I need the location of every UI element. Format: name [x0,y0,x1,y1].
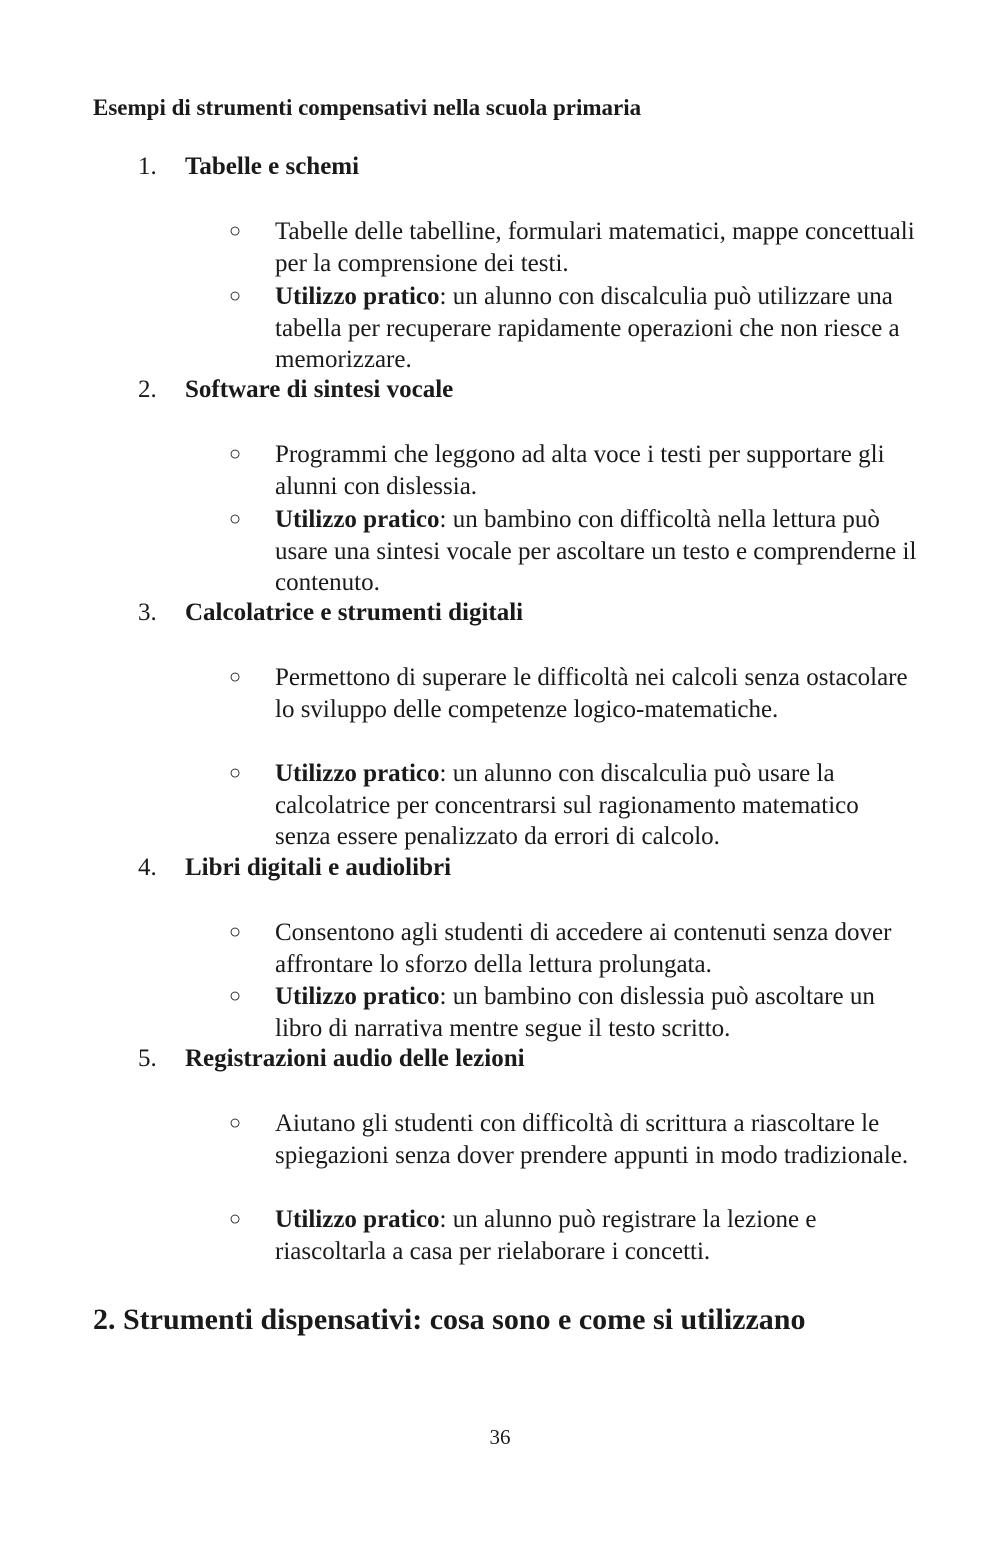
list-item-number: 5. [138,1045,157,1072]
bullet-text: : un alunno con discalculia può utilizzare una tabella per recuperare rapidamente operazioni che non riesce a memorizzare. [275,283,900,374]
list-item-heading [138,853,451,883]
list-item-number: 3. [138,599,157,626]
list-item-number: 4. [138,854,157,881]
list-item-number: 1. [138,153,157,180]
circle-bullet-icon: ○ [229,443,242,465]
list-item-title: Calcolatrice e strumenti digitali [185,599,524,626]
list-item-heading [138,152,359,182]
list-item [229,981,919,1044]
bullet-text: : un alunno può registrare la lezione e riascoltarla a casa per rielaborare i concetti. [275,1206,817,1265]
circle-bullet-icon: ○ [229,666,242,688]
list-item [229,216,919,279]
list-item [229,439,919,502]
bullet-text: Aiutano gli studenti con difficoltà di scrittura a riascoltare le spiegazioni senza dover prendere appunti in modo tradizionale. [275,1110,909,1169]
list-item-number: 2. [138,376,157,403]
bullet-lead: Utilizzo pratico [275,283,440,310]
section-heading: 2. Strumenti dispensativi: cosa sono e come si utilizzano [93,1303,806,1336]
circle-bullet-icon: ○ [229,1112,242,1134]
list-item [229,504,919,599]
list-item-title: Tabelle e schemi [185,153,360,180]
bullet-lead: Utilizzo pratico [275,760,440,787]
circle-bullet-icon: ○ [229,285,242,307]
list-item [229,1108,919,1171]
bullet-text: Permettono di superare le difficoltà nei calcoli senza ostacolare lo sviluppo delle competenze logico-matematiche. [275,664,908,723]
circle-bullet-icon: ○ [229,762,242,784]
page-number: 36 [489,1425,511,1449]
list-item [229,1204,919,1267]
circle-bullet-icon: ○ [229,508,242,530]
bullet-text: Programmi che leggono ad alta voce i testi per supportare gli alunni con dislessia. [275,441,885,500]
bullet-text: : un alunno con discalculia può usare la calcolatrice per concentrarsi sul ragionamento matematico senza essere penalizzato da errori di calcolo. [275,760,859,851]
list-item [229,662,919,725]
circle-bullet-icon: ○ [229,985,242,1007]
circle-bullet-icon: ○ [229,921,242,943]
bullet-lead: Utilizzo pratico [275,506,440,533]
section-intro: Esempi di strumenti compensativi nella scuola primaria [93,95,642,120]
circle-bullet-icon: ○ [229,1208,242,1230]
list-item [229,281,919,376]
circle-bullet-icon: ○ [229,220,242,242]
list-item [229,917,919,980]
list-item-heading [138,1044,525,1074]
list-item [229,758,919,853]
list-item-heading [138,375,453,405]
list-item-heading [138,598,523,628]
list-item-title: Software di sintesi vocale [185,376,454,403]
bullet-text: Consentono agli studenti di accedere ai contenuti senza dover affrontare lo sforzo della lettura prolungata. [275,919,892,978]
bullet-text: : un bambino con difficoltà nella lettura può usare una sintesi vocale per ascoltare un testo e comprenderne il contenuto. [275,506,917,597]
bullet-text: Tabelle delle tabelline, formulari matematici, mappe concettuali per la comprensione dei testi. [275,218,915,277]
bullet-lead: Utilizzo pratico [275,983,440,1010]
list-item-title: Registrazioni audio delle lezioni [185,1045,525,1072]
list-item-title: Libri digitali e audiolibri [185,854,452,881]
bullet-lead: Utilizzo pratico [275,1206,440,1233]
bullet-text: : un bambino con dislessia può ascoltare un libro di narrativa mentre segue il testo scritto. [275,983,875,1042]
